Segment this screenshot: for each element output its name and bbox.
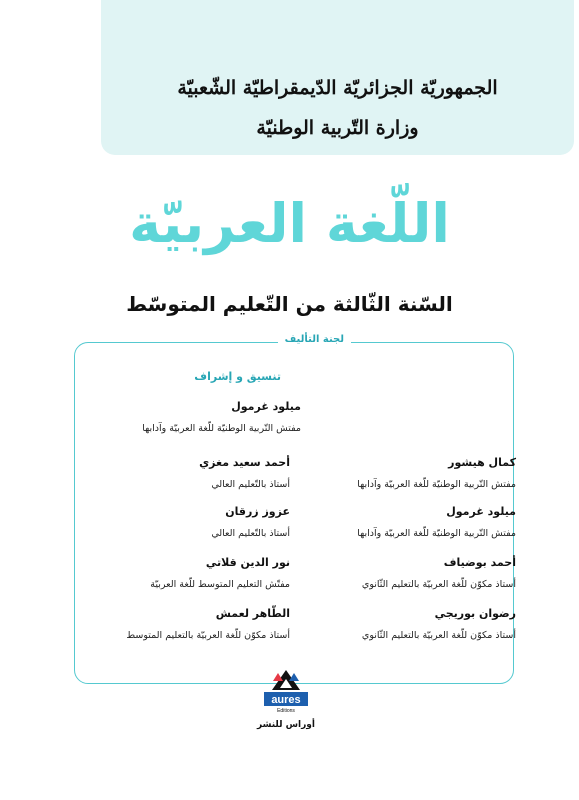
member-name: ميلود غرمول [446,505,516,518]
member-right-3 [362,556,516,590]
coordinator-name: ميلود غرمول [231,400,301,413]
member-title: أستاذ بالتّعليم العالي [211,479,290,490]
member-title: مفتش التّربية الوطنيّة للّغة العربيّة وآدابها [357,528,516,539]
member-name: رضوان بوريجي [434,607,516,620]
member-title: أستاذ مكوّن للّغة العربيّة بالتعليم الثّانوي [361,630,516,641]
member-name: أحمد سعيد مغزي [199,456,290,469]
member-right-4 [362,607,516,641]
member-title: أستاذ مكوّن للّغة العربيّة بالتعليم المتوسط [126,630,290,641]
member-right-1 [357,456,516,490]
member-left-2 [211,505,290,539]
aures-logo-icon [256,668,316,714]
republic-name: الجمهوريّة الجزائريّة الدّيمقراطيّة الشّعبيّة [177,77,498,99]
member-name: أحمد بوضياف [443,556,516,569]
member-right-2 [357,505,516,539]
publisher-name: أوراس للنشر [257,720,315,730]
ministry-header-box [101,0,574,155]
member-title: مفتش التّربية الوطنيّة للّغة العربيّة وآدابها [357,479,516,490]
member-left-4 [126,607,290,641]
member-title: أستاذ مكوّن للّغة العربيّة بالتعليم الثّانوي [361,579,516,590]
ministry-name: وزارة التّربية الوطنيّة [256,117,419,139]
member-title: مفتّش التعليم المتوسط للّغة العربيّة [150,579,290,590]
book-title: اللّغة العربيّة [129,192,450,255]
committee-heading: لجنة التأليف [278,334,351,345]
publisher-logo [256,668,316,736]
member-left-3 [150,556,290,590]
coordinator-title: مفتش التّربية الوطنيّة للّغة العربيّة وآدابها [142,423,301,434]
member-name: عزوز زرقان [225,505,290,518]
coordination-heading: تنسيق و إشراف [194,370,281,383]
member-title: أستاذ بالتّعليم العالي [211,528,290,539]
logo-subtext: Editions [277,708,295,714]
logo-wordmark: aures [271,694,301,706]
book-subtitle: السّنة الثّالثة من التّعليم المتوسّط [126,292,453,316]
member-name: الطّاهر لعمش [215,607,290,620]
member-left-1 [199,456,290,490]
member-name: كمال هيشور [448,456,516,469]
member-name: نور الدين قلاتي [205,556,290,569]
coordinator [142,400,301,434]
